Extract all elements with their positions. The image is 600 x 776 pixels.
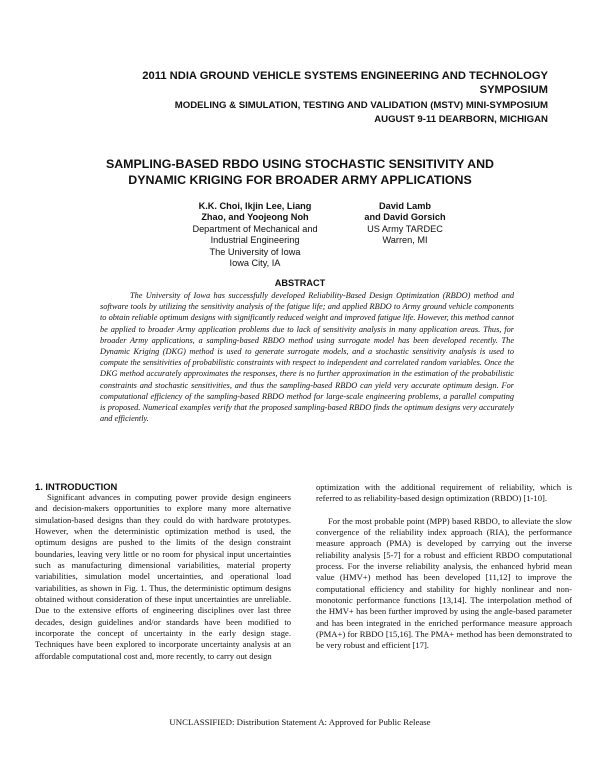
abstract-heading: ABSTRACT — [274, 278, 326, 288]
author-affiliation: Department of Mechanical and — [192, 223, 318, 234]
right-column — [316, 482, 572, 652]
introduction-heading: 1. INTRODUCTION — [35, 481, 118, 492]
author-affiliation: The University of Iowa — [209, 246, 301, 257]
author-affiliation: US Army TARDEC — [367, 223, 443, 234]
date-location-line: AUGUST 9-11 DEARBORN, MICHIGAN — [374, 114, 548, 125]
author-names: and David Gorsich — [364, 212, 446, 223]
symposium-header-line1: 2011 NDIA GROUND VEHICLE SYSTEMS ENGINEERING AND TECHNOLOGY — [142, 70, 548, 82]
author-names: David Lamb — [378, 201, 432, 211]
intro-paragraph-2: For the most probable point (MPP) based RBDO, to alleviate the slow convergence of the reliability index approach (RIA), the performance measure approach (PMA) is developed by carrying out the inverse reliability analysis [5-7] for a robust and efficient RBDO computational process. For the inverse reliability analysis, the enhanced hybrid mean value (HMV+) method has been developed [11,12] to improve the computational efficiency and stability for highly nonlinear and non-monotonic performance functions [13,14]. The interpolation method of the HMV+ has been further improved by using the angle-based parameter and has been integrated in the enriched performance measure approach (PMA+) for RBDO [15,16]. The PMA+ method has been demonstrated to be very robust and efficient [17]. — [316, 515, 572, 651]
abstract-text: The University of Iowa has successfully developed Reliability-Based Design Optimization (RBDO) method and software tools by utilizing the sensitivity analysis of the fatigue life; and applied RBDO to Army ground vehicle components to obtain reliable optimum designs with significantly reduced weight and improved fatigue life. However, this method cannot be applied to broader Army application problems due to lack of sensitivity analysis in many application areas. Thus, for broader Army applications, a sampling-based RBDO method using surrogate model has been developed recently. The Dynamic Kriging (DKG) method is used to generate surrogate models, and a stochastic sensitivity analysis is used to compute the sensitivities of probabilistic constraints with respect to independent and correlated random variables. Once the DKG method accurately approximates the responses, there is no further approximation in the estimation of the probabilistic constraints and stochastic sensitivities, and thus the sampling-based RBDO can yield very accurate optimum design. For computational efficiency of the sampling-based RBDO method for large-scale engineering problems, a parallel computing is proposed. Numerical examples verify that the proposed sampling-based RBDO finds the optimum designs very accurately and efficiently. — [100, 291, 514, 424]
distribution-statement-footer: UNCLASSIFIED: Distribution Statement A: Approved for Public Release — [169, 717, 431, 727]
intro-paragraph-1-continued: optimization with the additional requirement of reliability, which is referred to as reliability-based design optimization (RBDO) [1-10]. — [316, 482, 572, 504]
author-names: Zhao, and Yoojeong Noh — [201, 212, 309, 223]
intro-paragraph-1: Significant advances in computing power provide design engineers and decision-makers opportunities to explore many more alternative simulation-based designs than they could do with hardware prototypes. However, when the deterministic optimization method is used, the optimum designs are pushed to the limits of the design constraint boundaries, leaving very little or no room for physical input uncertainties such as manufacturing dimensional variabilities, material property variabilities, simulation model uncertainties, and operational load variabilities, as shown in Fig. 1. Thus, the deterministic optimum designs obtained without consideration of these input uncertainties are unreliable. Due to the extensive efforts of engineering disciplines over last three decades, design guidelines and/or standards have been modified to incorporate the concept of uncertainty in the early design stage. Techniques have been explored to incorporate uncertainty analysis at an affordable computational cost and, more recently, to carry out design — [35, 492, 291, 661]
symposium-header-line2: SYMPOSIUM — [479, 84, 548, 96]
paper-title-line2: DYNAMIC KRIGING FOR BROADER ARMY APPLICATIONS — [128, 173, 472, 187]
author-affiliation: Iowa City, IA — [229, 258, 281, 269]
author-affiliation: Warren, MI — [382, 235, 428, 246]
mini-symposium-line: MODELING & SIMULATION, TESTING AND VALIDATION (MSTV) MINI-SYMPOSIUM — [174, 100, 548, 111]
paper-title-line1: SAMPLING-BASED RBDO USING STOCHASTIC SENSITIVITY AND — [105, 157, 495, 171]
author-names: K.K. Choi, Ikjin Lee, Liang — [198, 201, 312, 211]
author-block-iowa — [170, 201, 340, 269]
author-affiliation: Industrial Engineering — [210, 235, 300, 246]
paper-title — [40, 156, 560, 188]
left-column — [35, 492, 291, 662]
author-block-tardec — [345, 201, 465, 247]
